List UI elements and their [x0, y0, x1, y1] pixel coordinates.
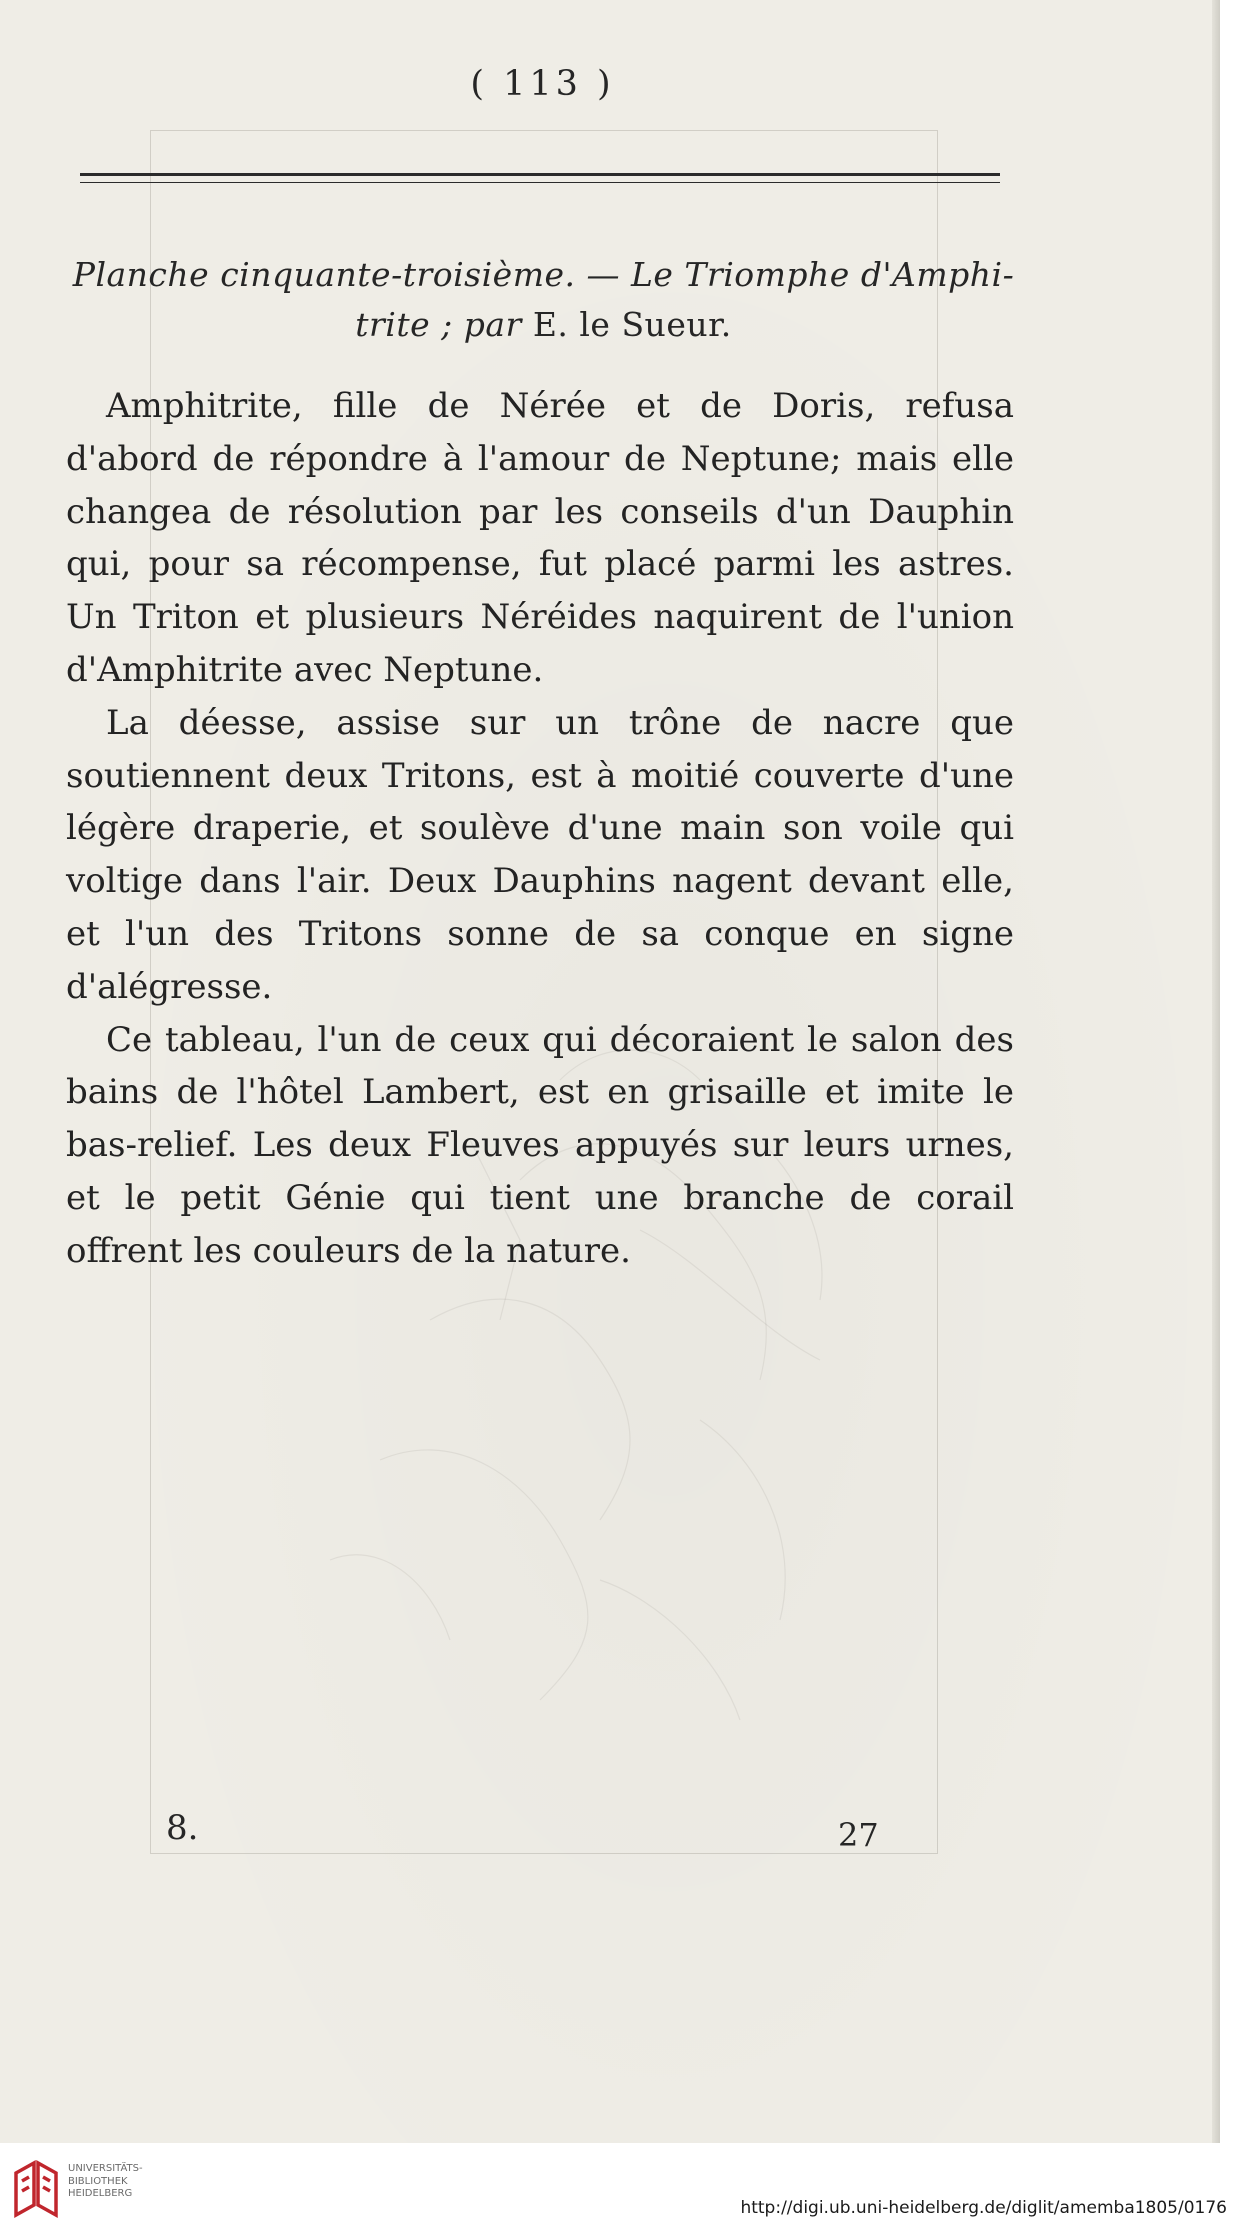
page-edge-shadow [1212, 0, 1220, 2143]
page-number: ( 113 ) [470, 64, 615, 104]
library-name-line: BIBLIOTHEK [68, 2175, 128, 2187]
library-name-line: HEIDELBERG [68, 2188, 133, 2199]
library-name-line: UNIVERSITÄTS- [68, 2163, 143, 2174]
plate-heading [66, 250, 1021, 350]
paragraph-3: Ce tableau, l'un de ceux qui décoraient le salon des bains de l'hôtel Lambert, est en grisaille et imite le bas-relief. Les deux Fleuves appuyés sur leurs urnes, et le petit Génie qui tient une branche de corail offrent les couleurs de la nature. [66, 1019, 1014, 1271]
library-name [68, 2163, 143, 2201]
permalink-url[interactable]: http://digi.ub.uni-heidelberg.de/diglit/amemba1805/0176 [740, 2198, 1227, 2218]
body-text [66, 380, 1014, 1278]
header-rule-thin [80, 182, 1000, 183]
digitization-footer [0, 2143, 1245, 2232]
catchword-number: 27 [838, 1816, 879, 1854]
signature-mark: 8. [166, 1808, 199, 1848]
heading-line-2 [66, 300, 1021, 350]
paragraph-2: La déesse, assise sur un trône de nacre que soutiennent deux Tritons, est à moitié couverte d'une légère draperie, et soulève d'une main son voile qui voltige dans l'air. Deux Dauphins nagent devant elle, et l'un des Tritons sonne de sa conque en signe d'alégresse. [66, 702, 1014, 1007]
heading-line-1: Planche cinquante-troisième. — Le Triomphe d'Amphi- [72, 255, 1015, 294]
paragraph-1: Amphitrite, fille de Nérée et de Doris, refusa d'abord de répondre à l'amour de Neptune; mais elle changea de résolution par les conseils d'un Dauphin qui, pour sa récompense, fut placé parmi les astres. Un Triton et plusieurs Néréides naquirent de l'union d'Amphitrite avec Neptune. [66, 386, 1014, 690]
heading-line-2-italic: trite ; par [355, 305, 522, 344]
university-library-logo-icon [12, 2159, 60, 2219]
heading-author: E. le Sueur. [532, 305, 732, 344]
header-rule-thick [80, 173, 1000, 176]
